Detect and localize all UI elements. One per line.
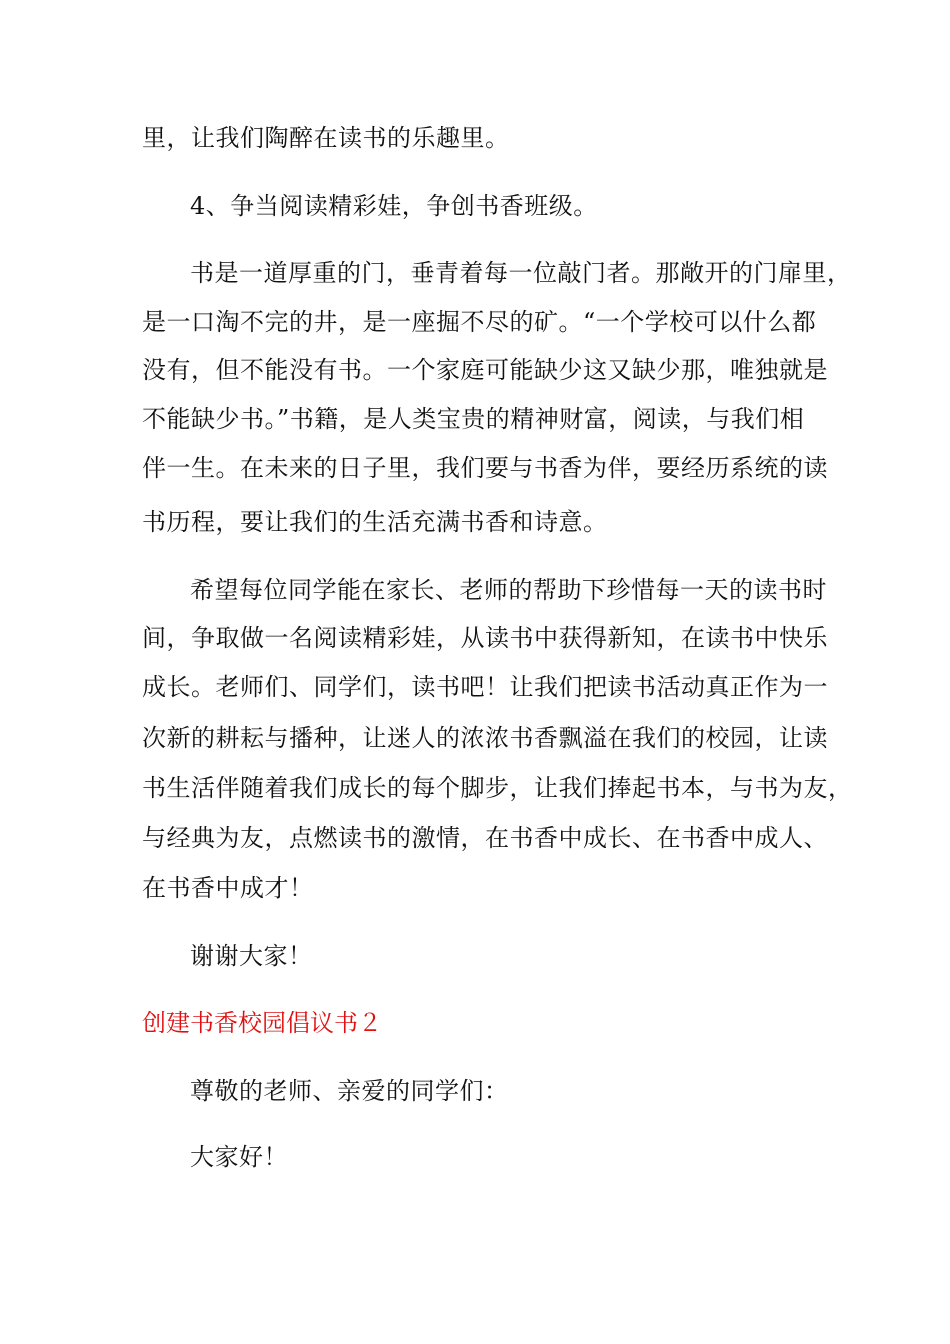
text-line: 在书香中成才！ [142, 874, 314, 902]
greeting: 大家好！ [190, 1143, 288, 1171]
text-line: 书生活伴随着我们成长的每个脚步，让我们捧起书本，与书为友， [142, 774, 853, 802]
text-line: 间，争取做一名阅读精彩娃，从读书中获得新知，在读书中快乐 [142, 624, 828, 652]
text-line: 书历程，要让我们的生活充满书香和诗意。 [142, 508, 608, 536]
text-line: 成长。老师们、同学们，读书吧！让我们把读书活动真正作为一 [142, 673, 828, 701]
closing-thanks: 谢谢大家！ [190, 942, 313, 970]
text-line: 里，让我们陶醉在读书的乐趣里。 [142, 124, 510, 152]
salutation: 尊敬的老师、亲爱的同学们： [190, 1077, 509, 1105]
text-line: 书是一道厚重的门，垂青着每一位敲门者。那敞开的门扉里， [190, 259, 852, 287]
section-heading: 创建书香校园倡议书２ [142, 1009, 382, 1037]
text-line: 伴一生。在未来的日子里，我们要与书香为伴，要经历系统的读 [142, 454, 828, 482]
text-line: 次新的耕耘与播种，让迷人的浓浓书香飘溢在我们的校园，让读 [142, 724, 828, 752]
list-item-4: 4、争当阅读精彩娃，争创书香班级。 [190, 192, 598, 220]
text-line: 没有，但不能没有书。一个家庭可能缺少这又缺少那，唯独就是 [142, 356, 828, 384]
text-line: 希望每位同学能在家长、老师的帮助下珍惜每一天的读书时 [190, 576, 827, 604]
text-line: 不能缺少书。”书籍，是人类宝贵的精神财富，阅读，与我们相 [142, 405, 805, 433]
text-line: 是一口淘不完的井，是一座掘不尽的矿。“一个学校可以什么都 [142, 308, 817, 336]
text-line: 与经典为友，点燃读书的激情，在书香中成长、在书香中成人、 [142, 824, 828, 852]
